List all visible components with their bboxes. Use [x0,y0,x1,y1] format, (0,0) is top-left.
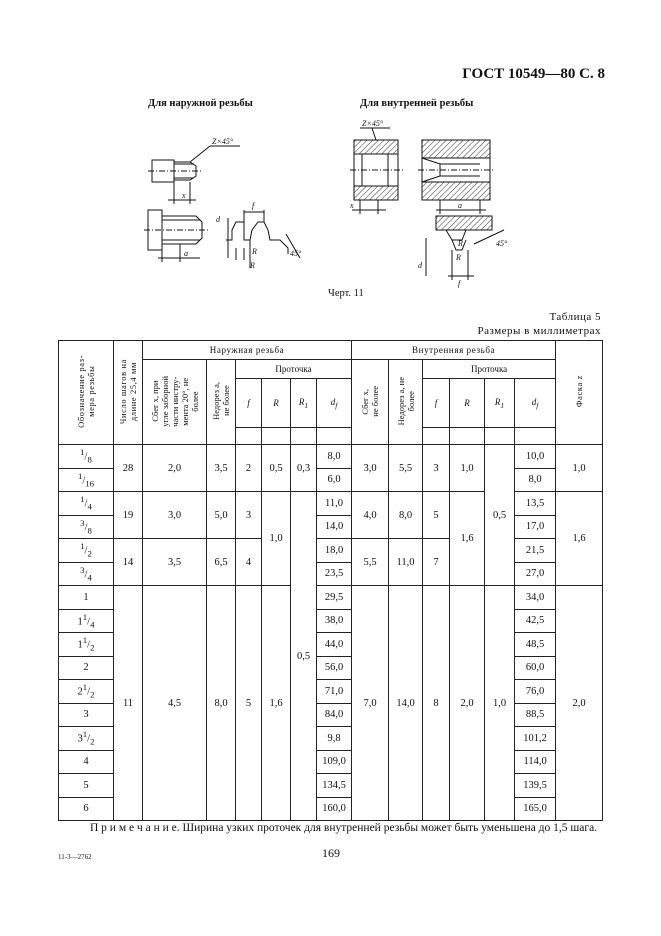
label-x-outer: x [182,191,186,200]
row-name-3-1-2: $3^1/_2$ [59,727,114,751]
row-name-1-1-2: $1^1/_2$ [59,633,114,657]
inner-groove-detail [426,216,504,280]
label-f-outer: f [252,201,255,210]
label-R1-outer: R [250,261,255,270]
col-header-runout-outer: Сбег x, при угле заборной части инстру- мента 20°, не более [143,360,207,445]
label-R-inner: R [458,239,463,248]
outer-thread-drawing-bottom [144,210,208,262]
col-df-outer: $d_f$ [317,379,352,428]
col-header-name: Обозначение раз- мера резьбы [59,341,114,445]
row-name-1-16: $^1/_{16}$ [59,468,114,492]
figure-caption-outer: Для наружной резьбы [148,98,253,109]
label-x-inner: x [350,201,354,210]
row-name-4: 4 [59,750,114,774]
table-note: П р и м е ч а н и е. Ширина узких проточек для внутренней резьбы может быть уменьшена до 1,5 шага. [90,822,598,834]
inner-thread-drawing-top [350,128,494,214]
label-f-inner: f [458,279,461,288]
label-angle-inner: 45° [496,239,508,248]
col-df-inner: $d_f$ [515,379,556,428]
figure-caption-inner: Для внутренней резьбы [360,98,474,109]
label-z45-outer: Z×45° [212,137,234,146]
col-header-chamfer: Фаска z [556,341,603,445]
row-name-1-8: $^1/_8$ [59,445,114,469]
row-name-1-1-4: $1^1/_4$ [59,609,114,633]
page-number: 169 [322,846,340,860]
col-header-undercut-inner: Недорез a, не более [389,360,423,445]
dimensions-table: Обозначение раз- мера резьбы Число шагов на длине 25,4 мм Наружная резьба Внутренняя резьба Фаска z Сбег x, при угле заборной части инстру- мента 20°, не более Недорез a, не более Проточка Сбег x, не более Недорез a, не более Проточка f R $R_1$ $d_f$ f R $R_1$ $d_f$ $^1/_8$ 28 2,0 3,5 2 0,5 0,3 8,0 3,0 5,5 3 1,0 0,5 10,0 1,0 $^1/_{16}$ 6,0 8,0 $^1/_4$ 19 3,0 5,0 3 1,0 0,5 11,0 4,0 8,0 5 1,6 13,5 1,6 $^3/_8$ 14,0 17,0 $^1/_2$ 14 3,5 6,5 4 18,0 5,5 11,0 7 21,5 $^3/_4$ 23,5 27,0 1 11 4,5 8,0 5 1,6 29,5 7,0 14,0 8 2,0 1,0 34,0 2,0 $1^1/_4$ 38,0 42,5 $1^1/_2$ 44,0 48,5 2 56,0 60,0 $2^1/_2$ 71,0 76,0 3 84,0 88,5 $3^1/_2$ 9,8 101,2 4 109,0 114,0 5 134,5 139,5 6 160,0 165,0 [58,340,603,821]
table-title: Таблица 5 [549,311,601,323]
row-name-1-4: $^1/_4$ [59,492,114,516]
col-f-outer: f [236,379,262,428]
outer-groove-detail [226,210,300,268]
col-R1-outer: $R_1$ [291,379,317,428]
row-name-1-2: $^1/_2$ [59,539,114,563]
row-name-3-4: $^3/_4$ [59,562,114,586]
col-R-outer: R [262,379,291,428]
figure-number: Черт. 11 [328,288,364,299]
label-R-outer: R [252,247,257,256]
label-angle-outer: 45° [290,249,302,258]
label-a-inner: a [458,201,462,210]
table-subtitle: Размеры в миллиметрах [477,325,601,337]
outer-thread-drawing-top [148,146,240,204]
thread-drawings [140,118,520,288]
row-name-2-1-2: $2^1/_2$ [59,680,114,704]
label-df-outer: d [216,215,220,224]
col-header-outer: Наружная резьба [143,341,352,360]
col-header-steps: Число шагов на длине 25,4 мм [114,341,143,445]
label-z45-inner: Z×45° [362,119,384,128]
col-header-undercut-outer: Недорез a, не более [207,360,236,445]
row-name-3-8: $^3/_8$ [59,515,114,539]
label-df-inner: d [418,261,422,270]
footer-code: 11-3—2762 [58,853,92,861]
row-name-6: 6 [59,797,114,821]
row-name-3: 3 [59,703,114,727]
row-name-5: 5 [59,774,114,798]
label-R1-inner: R [456,253,461,262]
label-a-outer: a [184,249,188,258]
page-header: ГОСТ 10549—80 С. 8 [462,66,605,82]
col-header-inner: Внутренняя резьба [352,341,556,360]
col-header-groove-outer: Проточка [236,360,352,379]
col-R1-inner: $R_1$ [485,379,515,428]
col-f-inner: f [423,379,450,428]
col-R-inner: R [450,379,485,428]
row-name-1: 1 [59,586,114,610]
col-header-groove-inner: Проточка [423,360,556,379]
col-header-runout-inner: Сбег x, не более [352,360,389,445]
row-name-2: 2 [59,656,114,680]
